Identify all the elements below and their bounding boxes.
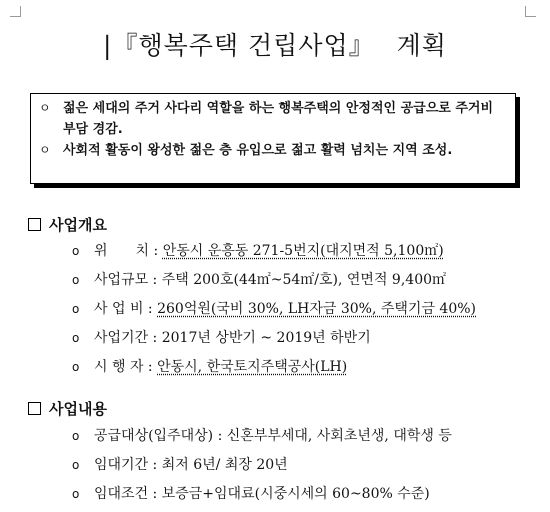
item-value: 주택 200호(44㎡~54㎡/호), 연면적 9,400㎡	[161, 272, 447, 288]
summary-bullet: ㅇ	[39, 101, 51, 115]
item-sep: :	[148, 330, 162, 346]
item-value: 260억원(국비 30%, LH자금 30%, 주택기금 40%)	[157, 301, 477, 317]
title-bar: |	[103, 31, 113, 60]
list-item	[72, 269, 446, 289]
section-heading-content	[28, 398, 107, 419]
item-value: 안동시 운흥동 271-5번지(대지면적 5,100㎡)	[162, 243, 444, 259]
summary-item	[39, 140, 507, 161]
page-title	[0, 26, 550, 62]
checkbox-square-icon	[28, 402, 41, 415]
bullet-icon: o	[72, 331, 80, 345]
item-value: 신혼부부세대, 사회초년생, 대학생 등	[226, 428, 452, 444]
summary-bullet: ㅇ	[39, 143, 51, 157]
item-value: 안동시, 한국토지주택공사(LH)	[157, 359, 348, 375]
item-sep: :	[148, 486, 162, 502]
item-sep: :	[149, 243, 163, 259]
bullet-icon: o	[72, 273, 80, 287]
list-item	[72, 327, 371, 347]
list-item	[72, 425, 452, 445]
summary-box	[30, 93, 516, 184]
item-sep: :	[148, 272, 162, 288]
list-item	[72, 483, 430, 503]
bullet-icon: o	[72, 360, 80, 374]
item-sep: :	[213, 428, 227, 444]
item-value: 보증금+임대료(시중시세의 60~80% 수준)	[161, 486, 430, 502]
list-item	[72, 454, 288, 474]
summary-item	[39, 98, 507, 140]
title-suffix: 계획	[396, 31, 447, 60]
section-heading-text: 사업내용	[49, 400, 107, 418]
bullet-icon: o	[72, 429, 80, 443]
item-label: 시 행 자	[94, 359, 144, 375]
bullet-icon: o	[72, 244, 80, 258]
bullet-icon: o	[72, 487, 80, 501]
item-label: 임대조건	[94, 486, 149, 502]
list-item	[72, 356, 347, 376]
title-main: 『행복주택 건립사업』	[112, 31, 375, 60]
item-sep: :	[143, 359, 158, 375]
list-item	[72, 240, 444, 260]
summary-text: 사회적 활동이 왕성한 젊은 층 유입으로 젊고 활력 넘치는 지역 조성.	[63, 143, 453, 158]
list-item	[72, 298, 476, 318]
item-value: 최저 6년/ 최장 20년	[161, 457, 288, 473]
summary-text: 젊은 세대의 주거 사다리 역할을 하는 행복주택의 안정적인 공급으로 주거비 부담 경감.	[63, 101, 494, 137]
page-corner-mark-left	[10, 6, 21, 17]
item-label: 사업기간	[94, 330, 149, 346]
item-label: 사업규모	[94, 272, 149, 288]
item-label: 위 치	[94, 243, 150, 259]
item-sep: :	[143, 301, 158, 317]
item-value: 2017년 상반기 ~ 2019년 하반기	[161, 330, 371, 346]
bullet-icon: o	[72, 458, 80, 472]
item-sep: :	[148, 457, 162, 473]
item-label: 사 업 비	[94, 301, 144, 317]
item-label: 공급대상(입주대상)	[94, 428, 214, 444]
page-corner-mark-right	[525, 6, 536, 17]
section-heading-overview	[28, 214, 107, 235]
section-heading-text: 사업개요	[49, 216, 107, 234]
item-label: 임대기간	[94, 457, 149, 473]
bullet-icon: o	[72, 302, 80, 316]
checkbox-square-icon	[28, 218, 41, 231]
